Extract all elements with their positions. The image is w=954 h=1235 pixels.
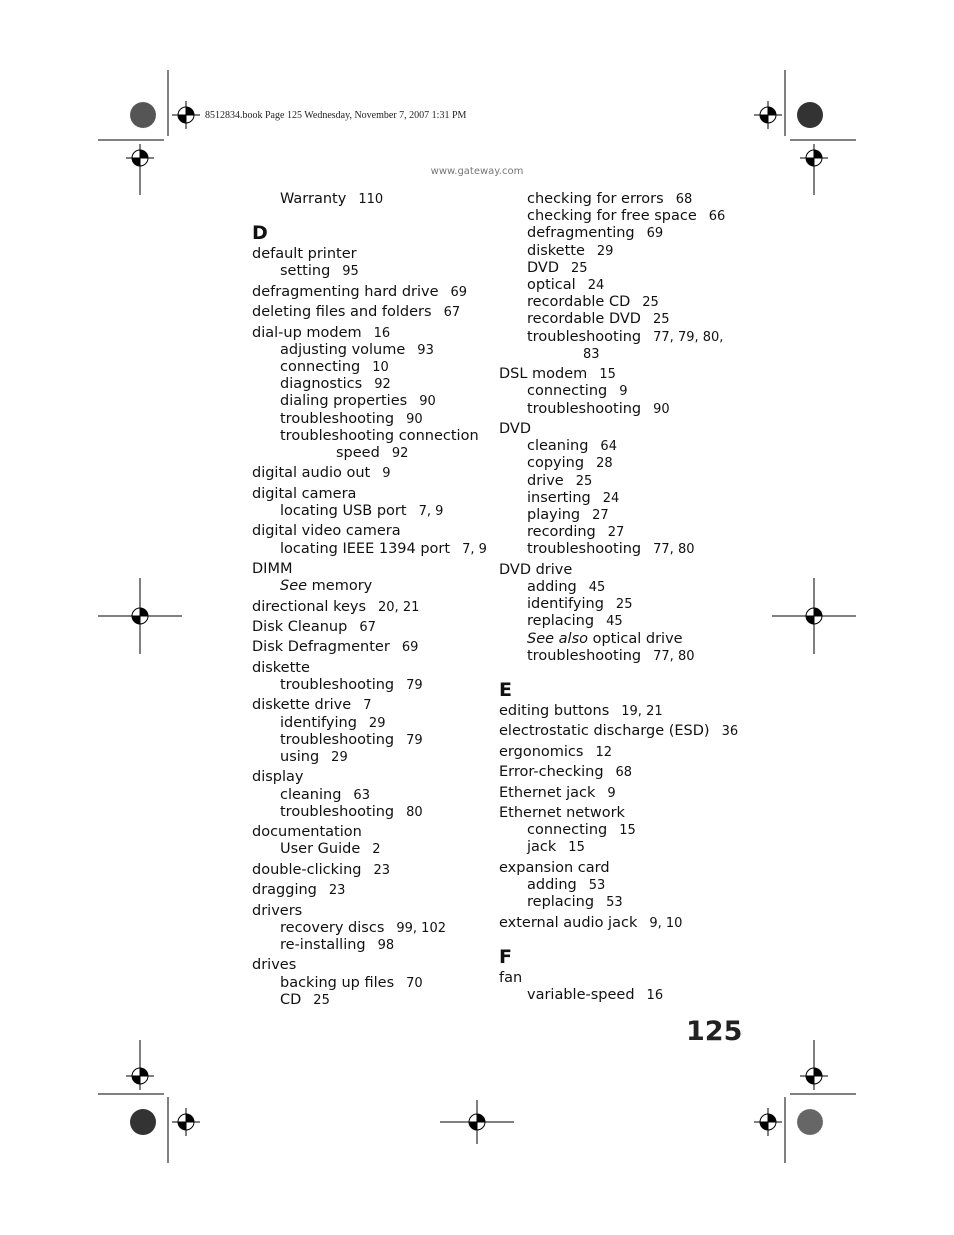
index-subentry — [499, 311, 739, 328]
index-term: defragmenting — [527, 225, 635, 242]
index-entry — [252, 325, 492, 342]
index-subentry — [252, 263, 492, 280]
index-term: recording — [527, 524, 596, 541]
index-subentry — [499, 208, 739, 225]
index-subentry — [499, 225, 739, 242]
see-label: See — [280, 578, 308, 595]
index-entry — [499, 366, 739, 383]
index-term: double-clicking — [252, 861, 362, 878]
index-subentry — [499, 839, 739, 856]
index-term: troubleshooting — [527, 328, 642, 345]
index-term: locating IEEE 1394 port — [280, 540, 451, 557]
index-term: display — [252, 769, 304, 786]
index-subentry — [499, 401, 739, 418]
index-page-refs: 7, 9 — [462, 541, 487, 557]
index-page-refs: 68 — [675, 192, 693, 207]
index-term: defragmenting hard drive — [252, 283, 439, 300]
index-subentry — [252, 411, 492, 428]
index-entry — [252, 769, 492, 786]
index-page-refs: 66 — [708, 209, 726, 225]
index-page-refs: 25 — [642, 295, 659, 311]
index-page-refs: 90 — [419, 394, 436, 410]
index-term: connecting — [527, 383, 608, 400]
index-page-refs: 67 — [443, 305, 461, 321]
site-url: www.gateway.com — [430, 166, 524, 177]
index-term: locating USB port — [280, 502, 407, 519]
index-term: troubleshooting connection — [280, 427, 479, 444]
index-entry — [252, 824, 492, 841]
index-page-refs: 95 — [342, 264, 359, 280]
index-entry — [252, 697, 492, 714]
index-page-refs: 7 — [363, 698, 372, 714]
index-subentry — [252, 541, 492, 558]
index-page-refs: 92 — [374, 377, 391, 393]
index-term: troubleshooting — [527, 541, 642, 558]
index-term: variable-speed — [527, 987, 635, 1003]
index-page-refs: 36 — [721, 724, 739, 740]
index-entry — [252, 561, 492, 578]
index-subentry — [499, 191, 739, 208]
index-page-refs: 69 — [646, 226, 664, 242]
index-term: Disk Cleanup — [252, 618, 348, 635]
index-subentry — [499, 243, 739, 260]
index-term: optical — [527, 277, 576, 294]
index-page-refs: 92 — [391, 446, 409, 461]
index-subentry — [252, 804, 492, 821]
index-term: replacing — [527, 894, 595, 911]
index-subentry — [252, 715, 492, 732]
index-term: Error-checking — [499, 764, 604, 781]
index-entry — [499, 805, 739, 822]
index-page-refs: 68 — [615, 765, 633, 781]
index-subentry — [499, 596, 739, 613]
index-subentry — [252, 677, 492, 694]
index-term: troubleshooting — [280, 731, 395, 748]
index-entry — [252, 599, 492, 616]
index-page-refs: 27 — [607, 525, 625, 541]
index-letter-heading: F — [499, 945, 512, 968]
index-page-refs: 25 — [313, 992, 330, 1008]
index-page-refs: 79 — [406, 677, 423, 693]
index-page-refs: 7, 9 — [418, 503, 444, 519]
index-term: DVD — [499, 421, 531, 438]
index-page-refs: 64 — [600, 439, 617, 455]
index-subentry — [252, 787, 492, 804]
index-term: adding — [527, 579, 577, 596]
index-page-refs: 23 — [373, 862, 391, 878]
index-subentry — [499, 260, 739, 277]
index-term: copying — [527, 455, 585, 472]
index-term: troubleshooting — [280, 803, 395, 820]
index-term: jack — [527, 839, 557, 856]
index-term: cleaning — [527, 438, 589, 455]
index-term: recordable DVD — [527, 311, 641, 328]
index-subentry — [499, 987, 739, 1004]
index-subentry — [252, 732, 492, 749]
index-subentry — [252, 937, 492, 954]
index-continuation — [252, 445, 492, 462]
index-page-refs: 25 — [652, 312, 670, 328]
index-term: drives — [252, 957, 297, 974]
index-subentry — [499, 277, 739, 294]
index-term: default printer — [252, 246, 357, 263]
index-page-refs: 83 — [583, 346, 600, 362]
index-term: DSL modem — [499, 366, 588, 383]
index-subentry — [499, 894, 739, 911]
index-term: User Guide — [280, 841, 361, 858]
index-page-refs: 69 — [450, 284, 468, 300]
index-entry — [252, 486, 492, 503]
index-entry — [252, 246, 492, 263]
index-entry — [252, 903, 492, 920]
index-term: setting — [280, 263, 331, 280]
index-entry — [499, 562, 739, 579]
index-page-refs: 24 — [602, 490, 620, 506]
index-entry — [252, 639, 492, 656]
index-page-refs: 29 — [368, 715, 386, 731]
index-entry — [252, 957, 492, 974]
index-term: identifying — [527, 596, 604, 613]
index-term: connecting — [280, 358, 361, 375]
index-term: re-installing — [280, 936, 366, 953]
index-subentry — [252, 376, 492, 393]
index-subentry — [499, 877, 739, 894]
index-page-refs: 27 — [592, 508, 609, 524]
index-term: troubleshooting — [280, 410, 395, 427]
index-continuation — [499, 346, 739, 363]
index-page-refs: 9 — [619, 384, 628, 400]
index-term: memory — [311, 578, 373, 595]
index-page-refs: 16 — [373, 325, 391, 341]
index-column-left — [252, 191, 492, 1009]
index-entry — [252, 523, 492, 540]
index-term: DVD — [527, 259, 559, 276]
index-term: directional keys — [252, 598, 367, 615]
index-entry — [499, 744, 739, 761]
index-subentry — [252, 841, 492, 858]
index-column-right — [499, 191, 739, 1004]
index-subentry — [252, 992, 492, 1009]
index-term: troubleshooting — [280, 676, 395, 693]
index-page-refs: 23 — [328, 883, 346, 899]
index-page-refs: 9, 10 — [649, 915, 683, 931]
index-term: adding — [527, 877, 577, 893]
index-term: DIMM — [252, 560, 293, 577]
index-term: cleaning — [280, 786, 342, 803]
index-page-refs: 93 — [417, 342, 434, 358]
index-term: fan — [499, 969, 523, 986]
index-term: documentation — [252, 824, 362, 841]
index-page-refs: 28 — [596, 456, 613, 472]
index-entry — [499, 421, 739, 438]
index-term: dragging — [252, 882, 317, 899]
index-term: replacing — [527, 613, 595, 630]
index-subentry — [499, 490, 739, 507]
index-page-refs: 90 — [406, 411, 423, 427]
index-subentry — [252, 975, 492, 992]
index-page-refs: 24 — [587, 278, 605, 294]
index-page-refs: 45 — [588, 580, 606, 596]
index-term: troubleshooting — [527, 400, 642, 417]
index-term: optical drive — [592, 630, 683, 647]
index-page-refs: 25 — [615, 597, 633, 613]
index-entry — [499, 703, 739, 720]
index-subentry — [252, 920, 492, 937]
index-page-refs: 53 — [588, 878, 606, 893]
index-subentry — [252, 503, 492, 520]
index-term: DVD drive — [499, 561, 573, 578]
index-entry — [252, 882, 492, 899]
index-term: backing up files — [280, 974, 395, 991]
index-term: diskette — [527, 242, 585, 259]
index-term: recordable CD — [527, 294, 631, 311]
index-term: drivers — [252, 902, 303, 919]
index-entry — [252, 660, 492, 677]
index-page-refs: 9 — [382, 466, 391, 482]
index-entry — [499, 723, 739, 740]
index-term: speed — [336, 445, 380, 461]
book-slug: 8512834.book Page 125 Wednesday, November 7, 2007 1:31 PM — [205, 110, 467, 121]
index-term: Disk Defragmenter — [252, 639, 390, 656]
index-page-refs: 45 — [606, 614, 623, 630]
index-term: expansion card — [499, 859, 610, 876]
index-page-refs: 20, 21 — [378, 599, 420, 615]
index-page-refs: 80 — [406, 804, 423, 820]
index-term: deleting files and folders — [252, 304, 432, 321]
index-term: editing buttons — [499, 703, 610, 720]
index-page-refs: 19, 21 — [621, 704, 663, 720]
index-page-refs: 110 — [358, 192, 384, 207]
index-page-refs: 90 — [653, 401, 670, 417]
index-subentry — [252, 191, 492, 208]
index-term: digital audio out — [252, 465, 371, 482]
index-entry — [499, 764, 739, 781]
index-page-refs: 12 — [595, 744, 612, 760]
index-term: diagnostics — [280, 376, 363, 393]
index-subentry — [499, 613, 739, 630]
index-page-refs: 53 — [606, 895, 623, 911]
index-page-refs: 16 — [646, 988, 664, 1003]
index-entry — [252, 465, 492, 482]
index-page-refs: 77, 79, 80, — [653, 329, 724, 345]
index-term: using — [280, 748, 320, 765]
index-subentry — [499, 822, 739, 839]
index-entry — [252, 862, 492, 879]
index-page-refs: 15 — [599, 367, 616, 383]
index-subentry — [499, 579, 739, 596]
index-page-refs: 10 — [372, 359, 389, 375]
index-term: dial-up modem — [252, 324, 362, 341]
index-entry — [499, 785, 739, 802]
index-subentry — [252, 749, 492, 766]
index-page-refs: 2 — [372, 842, 381, 858]
index-subentry — [499, 541, 739, 558]
index-term: Warranty — [280, 191, 347, 207]
index-term: checking for free space — [527, 208, 697, 225]
index-subentry — [499, 383, 739, 400]
index-page-refs: 63 — [353, 787, 370, 803]
index-page-refs: 25 — [575, 473, 593, 489]
index-subentry — [499, 507, 739, 524]
index-term: ergonomics — [499, 743, 584, 760]
index-term: identifying — [280, 714, 357, 731]
index-subentry — [252, 342, 492, 359]
index-subentry — [499, 524, 739, 541]
index-subentry — [499, 438, 739, 455]
index-page-refs: 67 — [359, 619, 376, 635]
index-term: diskette — [252, 659, 310, 676]
index-page-refs: 99, 102 — [396, 920, 446, 936]
index-subentry — [252, 393, 492, 410]
index-term: Ethernet network — [499, 805, 625, 821]
index-term: checking for errors — [527, 191, 664, 207]
index-term: drive — [527, 472, 564, 489]
index-term: digital video camera — [252, 523, 401, 540]
index-term: recovery discs — [280, 919, 385, 936]
page-number: 125 — [686, 1016, 743, 1047]
see-label: See also — [527, 630, 588, 647]
index-page-refs: 70 — [406, 975, 423, 991]
index-page-refs: 25 — [571, 260, 588, 276]
index-term: adjusting volume — [280, 341, 406, 358]
index-entry — [252, 304, 492, 321]
index-term: dialing properties — [280, 393, 408, 410]
index-page-refs: 29 — [596, 243, 614, 259]
index-entry — [252, 284, 492, 301]
index-page-refs: 69 — [401, 640, 419, 656]
index-entry — [252, 619, 492, 636]
index-page-refs: 9 — [607, 785, 616, 801]
index-page-refs: 15 — [619, 823, 636, 839]
index-entry — [499, 970, 739, 987]
index-subentry — [252, 428, 492, 445]
index-term: diskette drive — [252, 697, 352, 714]
index-cross-reference — [252, 578, 492, 595]
index-page-refs: 15 — [568, 840, 585, 856]
index-page-refs: 98 — [377, 937, 395, 953]
index-cross-reference — [499, 631, 739, 648]
index-term: playing — [527, 507, 581, 524]
index-term: external audio jack — [499, 914, 638, 931]
index-subentry — [499, 294, 739, 311]
index-term: Ethernet jack — [499, 784, 596, 801]
index-term: digital camera — [252, 485, 357, 502]
index-subentry — [499, 648, 739, 665]
index-subentry — [499, 329, 739, 346]
index-page-refs: 77, 80 — [653, 648, 695, 664]
index-page-refs: 29 — [331, 749, 348, 765]
index-entry — [499, 860, 739, 877]
index-term: connecting — [527, 822, 608, 839]
index-page-refs: 77, 80 — [653, 542, 695, 558]
index-term: inserting — [527, 489, 591, 506]
index-term: CD — [280, 991, 302, 1008]
index-term: electrostatic discharge (ESD) — [499, 723, 710, 740]
index-term: troubleshooting — [527, 647, 642, 664]
index-subentry — [252, 359, 492, 376]
index-subentry — [499, 455, 739, 472]
index-subentry — [499, 473, 739, 490]
index-page-refs: 79 — [406, 732, 423, 748]
index-letter-heading: D — [252, 222, 268, 245]
index-entry — [499, 915, 739, 932]
index-letter-heading: E — [499, 679, 512, 702]
